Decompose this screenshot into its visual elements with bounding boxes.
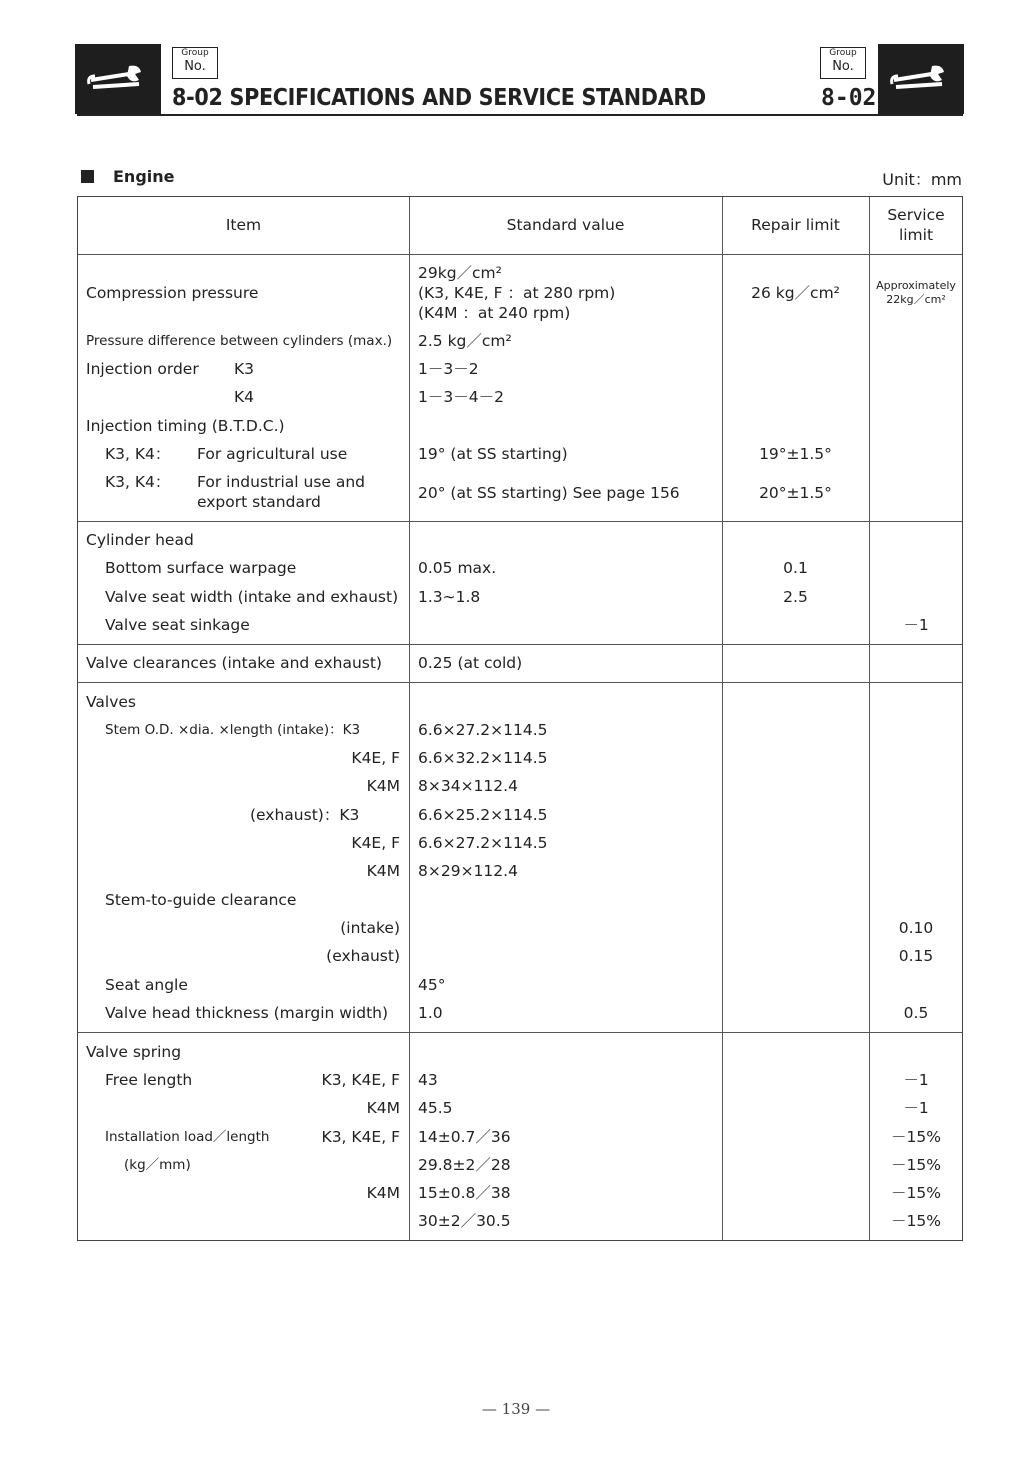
- valve-clearance-std: 0.25 (at cold): [418, 654, 523, 672]
- header-rule: [77, 114, 963, 116]
- head-thickness-item: Valve head thickness (margin width): [105, 1004, 389, 1022]
- seat-sinkage-service: －1: [903, 616, 929, 634]
- page-title: 8-02 SPECIFICATIONS AND SERVICE STANDARD: [172, 85, 706, 111]
- stem-exhaust-k4ef: K4E, F: [351, 834, 400, 852]
- seat-angle-item: Seat angle: [105, 976, 188, 994]
- compression-std-1: 29kg／cm²: [418, 264, 502, 282]
- pressure-diff-std: 2.5 kg／cm²: [418, 332, 512, 350]
- header-repair: Repair limit: [751, 216, 840, 234]
- compression-service-1: Approximately: [876, 279, 956, 292]
- timing-agri-model: K3, K4：: [105, 445, 171, 463]
- free-length-std-k3: 43: [418, 1071, 438, 1089]
- group-no-box-right: [820, 47, 866, 79]
- warpage-repair: 0.1: [783, 559, 808, 577]
- section-title: Engine: [113, 167, 175, 186]
- injection-order-k4: K4: [234, 388, 255, 406]
- timing-ind-model: K3, K4：: [105, 473, 171, 491]
- std-intake-k4m: 8×34×112.4: [418, 777, 518, 795]
- cylinder-head-item: Cylinder head: [86, 531, 194, 549]
- valves-item: Valves: [86, 693, 136, 711]
- guide-exhaust-service: 0.15: [898, 947, 934, 965]
- seat-width-repair: 2.5: [783, 588, 808, 606]
- valve-clearance-item: Valve clearances (intake and exhaust): [86, 654, 382, 672]
- free-length-k3: K3, K4E, F: [321, 1071, 400, 1089]
- warpage-std: 0.05 max.: [418, 559, 497, 577]
- wrench-icon-right: [878, 44, 964, 114]
- guide-intake: (intake): [340, 919, 400, 937]
- injection-timing-item: Injection timing (B.T.D.C.): [86, 417, 285, 435]
- pressure-diff-item: Pressure difference between cylinders (max.): [86, 333, 393, 349]
- install-service-3: －15%: [891, 1184, 941, 1202]
- timing-ind-repair: 20°±1.5°: [759, 484, 832, 502]
- install-item: Installation load／length: [105, 1129, 270, 1145]
- group-label: Group: [181, 48, 209, 58]
- compression-service-2: 22kg／cm²: [886, 293, 946, 306]
- page-number: — 139 —: [481, 1400, 551, 1418]
- install-service-2: －15%: [891, 1156, 941, 1174]
- no-label: No.: [832, 59, 854, 74]
- header-service-1: Service: [887, 206, 945, 224]
- free-length-std-k4m: 45.5: [418, 1099, 453, 1117]
- row-divider: [78, 521, 962, 522]
- spec-table: [77, 196, 963, 1241]
- free-length-item: Free length: [105, 1071, 193, 1089]
- col-divider: [409, 197, 410, 1240]
- row-divider: [78, 254, 962, 255]
- timing-agri-use: For agricultural use: [197, 445, 348, 463]
- stem-intake-k4ef: K4E, F: [351, 749, 400, 767]
- injection-order-item: Injection order: [86, 360, 199, 378]
- no-label: No.: [184, 59, 206, 74]
- stem-exhaust-k4m: K4M: [366, 862, 400, 880]
- group-label: Group: [829, 48, 857, 58]
- install-k3: K3, K4E, F: [321, 1128, 400, 1146]
- injection-order-std-k3: 1－3－2: [418, 360, 479, 378]
- col-divider: [722, 197, 723, 1240]
- timing-agri-std: 19° (at SS starting): [418, 445, 568, 463]
- header-service-2: limit: [898, 226, 934, 244]
- timing-ind-use-1: For industrial use and: [197, 473, 366, 491]
- guide-clearance-item: Stem-to-guide clearance: [105, 891, 297, 909]
- row-divider: [78, 1032, 962, 1033]
- warpage-item: Bottom surface warpage: [105, 559, 297, 577]
- section-bullet: [81, 170, 94, 183]
- free-length-k4m: K4M: [366, 1099, 400, 1117]
- head-thickness-service: 0.5: [903, 1004, 929, 1022]
- install-unit: (kg／mm): [124, 1157, 191, 1173]
- stem-intake-k4m: K4M: [366, 777, 400, 795]
- seat-sinkage-item: Valve seat sinkage: [105, 616, 250, 634]
- install-std-2: 29.8±2／28: [418, 1156, 511, 1174]
- timing-agri-repair: 19°±1.5°: [759, 445, 832, 463]
- injection-order-k3: K3: [234, 360, 255, 378]
- compression-std-2: (K3, K4E, F ：at 280 rpm): [418, 284, 616, 302]
- std-exhaust-k4m: 8×29×112.4: [418, 862, 518, 880]
- std-exhaust-k4ef: 6.6×27.2×114.5: [418, 834, 548, 852]
- seat-width-item: Valve seat width (intake and exhaust): [105, 588, 399, 606]
- group-no-box-left: [172, 47, 218, 79]
- timing-ind-std: 20° (at SS starting) See page 156: [418, 484, 680, 502]
- install-service-1: －15%: [891, 1128, 941, 1146]
- install-std-4: 30±2／30.5: [418, 1212, 511, 1230]
- stem-intake-k3: Stem O.D. ×dia. ×length (intake)：K3: [105, 722, 361, 738]
- row-divider: [78, 644, 962, 645]
- std-intake-k4ef: 6.6×32.2×114.5: [418, 749, 548, 767]
- compression-std-3: (K4M ：at 240 rpm): [418, 304, 571, 322]
- install-std-3: 15±0.8／38: [418, 1184, 511, 1202]
- compression-repair: 26 kg／cm²: [751, 284, 840, 302]
- install-k4m: K4M: [366, 1184, 400, 1202]
- guide-exhaust: (exhaust): [326, 947, 400, 965]
- std-exhaust-k3: 6.6×25.2×114.5: [418, 806, 548, 824]
- wrench-icon-left: [75, 44, 161, 114]
- valve-spring-item: Valve spring: [86, 1043, 182, 1061]
- install-std-1: 14±0.7／36: [418, 1128, 511, 1146]
- free-length-service-k4m: －1: [903, 1099, 929, 1117]
- header-standard: Standard value: [506, 216, 625, 234]
- install-service-4: －15%: [891, 1212, 941, 1230]
- free-length-service-k3: －1: [903, 1071, 929, 1089]
- guide-intake-service: 0.10: [898, 919, 934, 937]
- row-divider: [78, 682, 962, 683]
- stem-exhaust-k3: (exhaust)：K3: [250, 806, 360, 824]
- seat-width-std: 1.3∼1.8: [418, 588, 481, 606]
- injection-order-std-k4: 1－3－4－2: [418, 388, 504, 406]
- timing-ind-use-2: export standard: [197, 493, 321, 511]
- unit-label: Unit：mm: [882, 170, 962, 189]
- header-item: Item: [225, 216, 262, 234]
- seat-angle-std: 45°: [418, 976, 446, 994]
- compression-item: Compression pressure: [86, 284, 259, 302]
- head-thickness-std: 1.0: [418, 1004, 443, 1022]
- group-number: 8-02: [821, 85, 877, 111]
- std-intake-k3: 6.6×27.2×114.5: [418, 721, 548, 739]
